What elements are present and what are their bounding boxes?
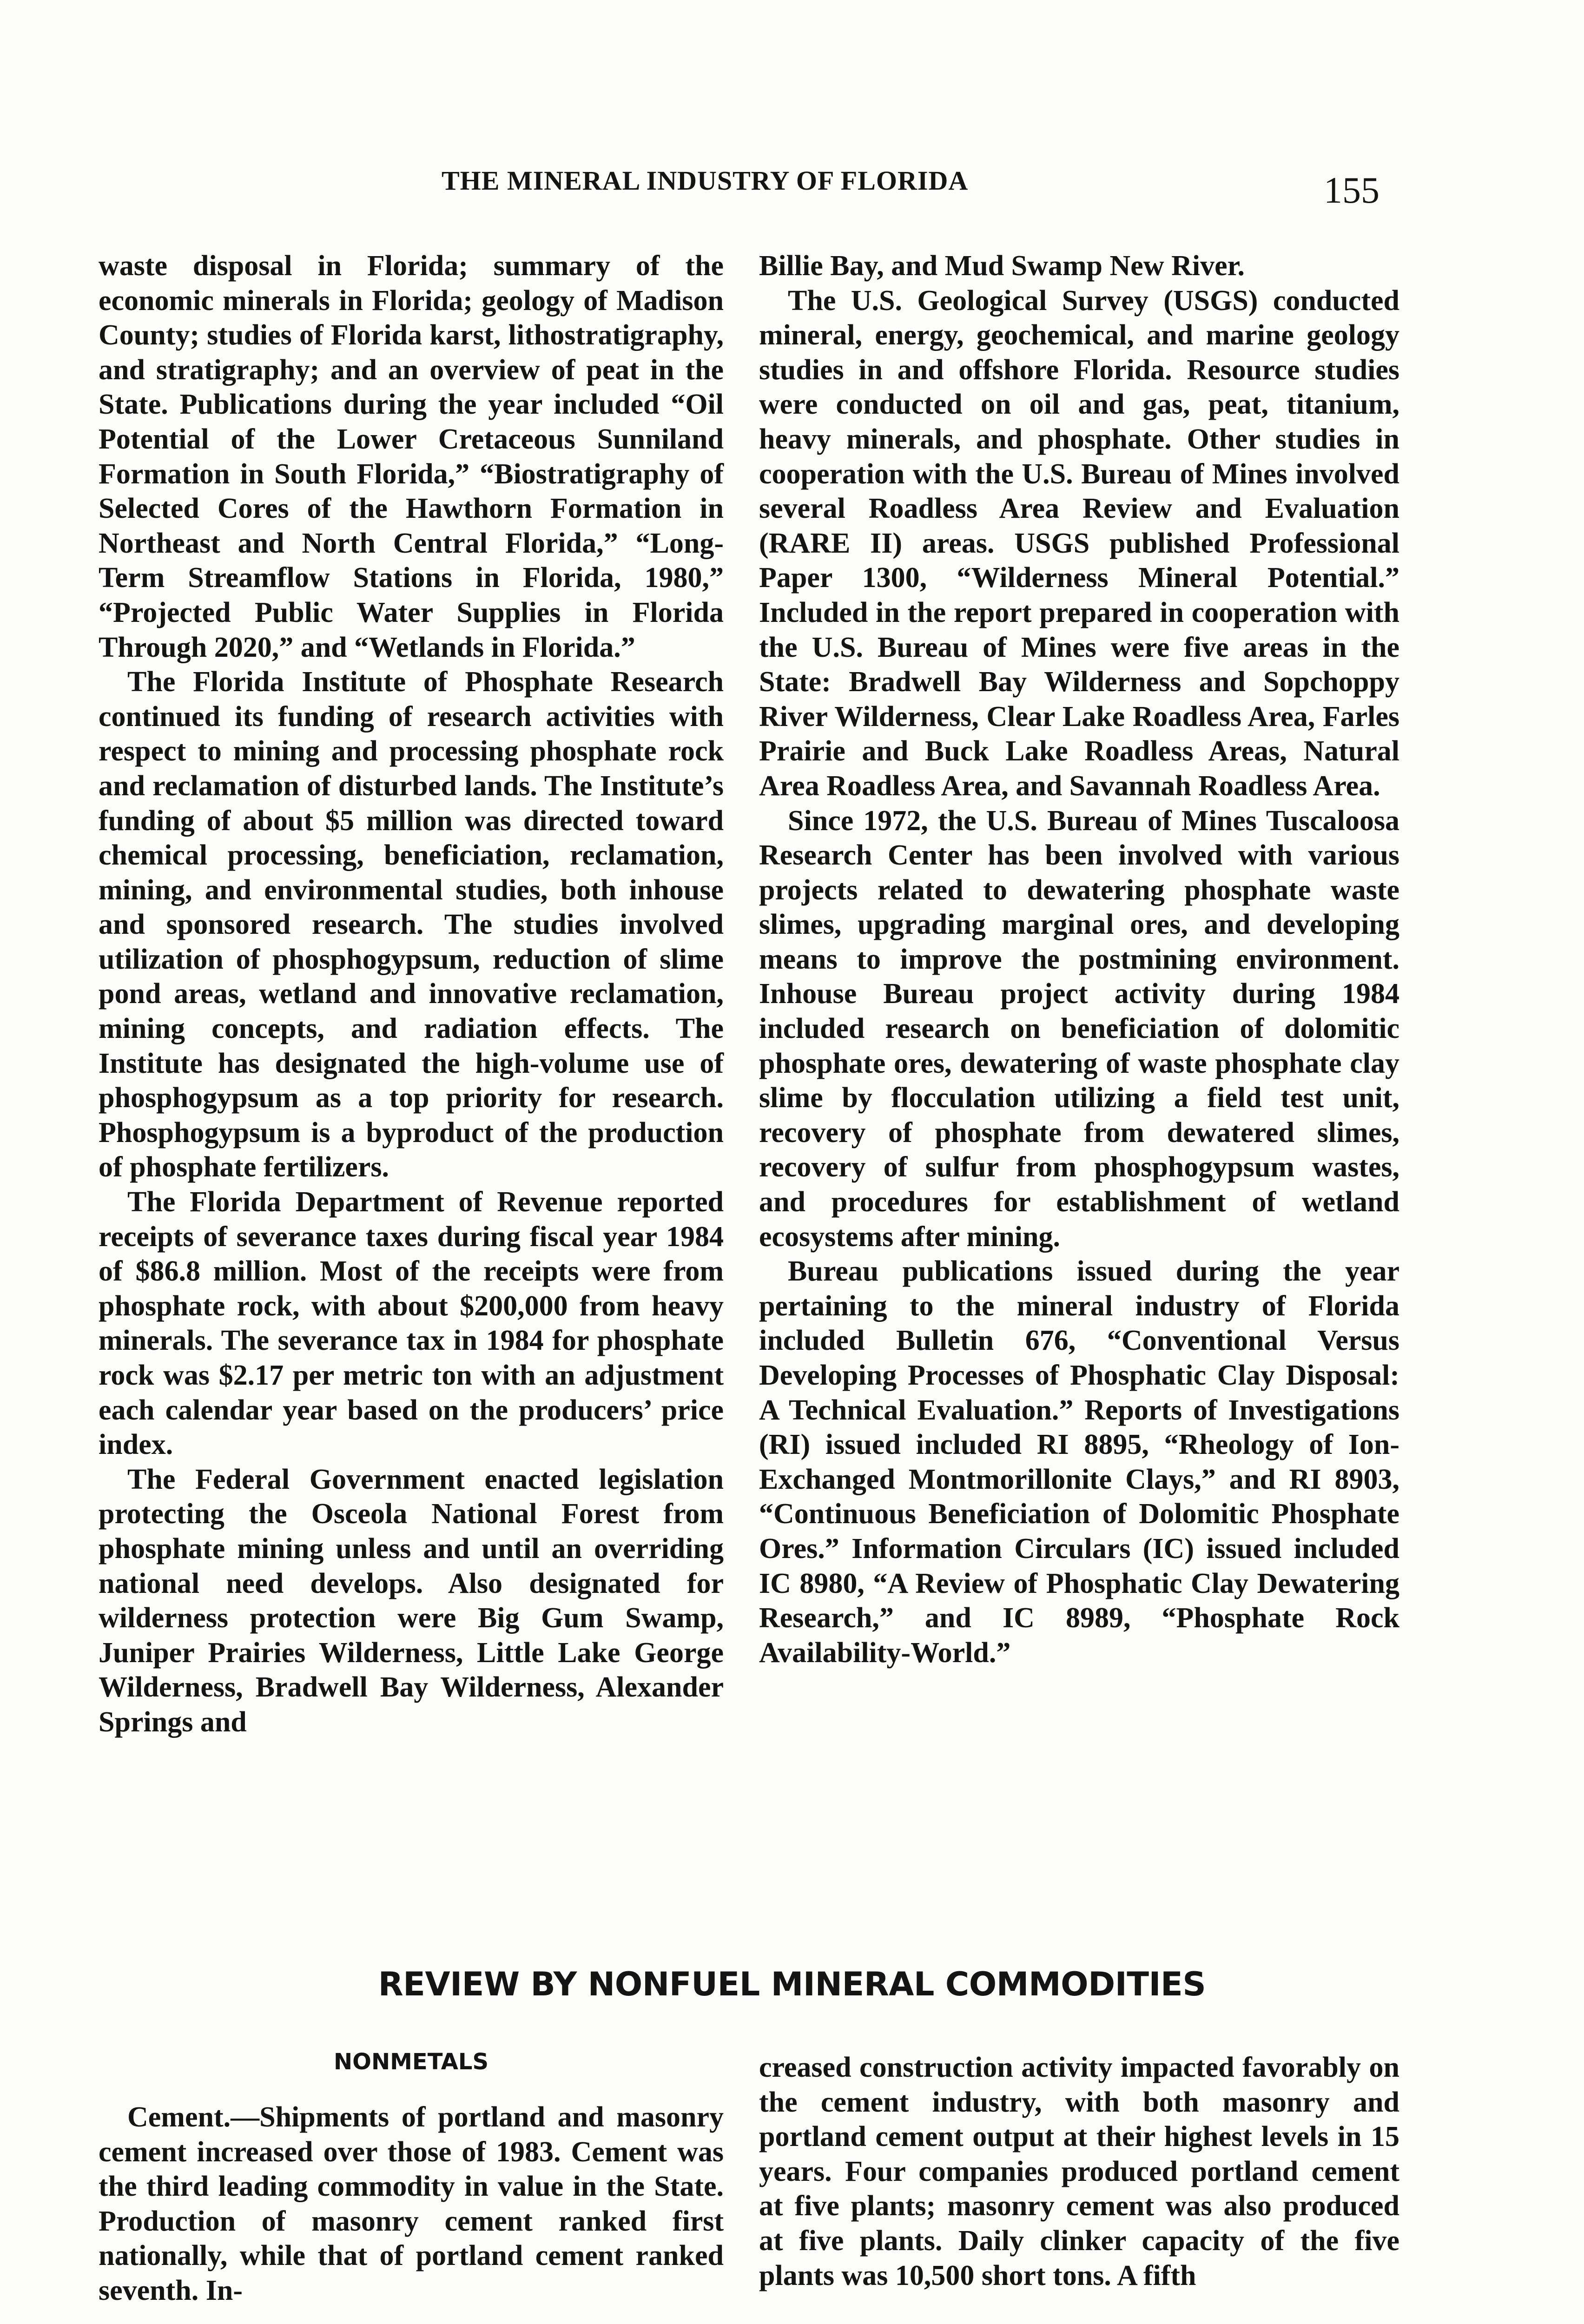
paragraph: Since 1972, the U.S. Bureau of Mines Tuscaloosa Research Center has been involved with various projects related to dewatering phosphate waste slimes, upgrading marginal ores, and developing means to improve the postmining environment. Inhouse Bureau project activity during 1984 included research on beneficiation of dolomitic phosphate ores, dewatering of waste phosphate clay slime by flocculation utilizing a field test unit, recovery of phosphate from dewatered slimes, recovery of sulfur from phosphogypsum wastes, and procedures for establishment of wetland ecosystems after mining.: [759, 805, 1399, 1253]
cement-paragraph-continued: creased construction activity impacted favorably on the cement industry, with both masonry and portland cement output at their highest levels in 15 years. Four companies produced portland cement at five plants; masonry cement was also produced at five plants. Daily clinker capacity of the five plants was 10,500 short tons. A fifth: [759, 2052, 1399, 2291]
paragraph: The Federal Government enacted legislation protecting the Osceola National Forest from phosphate mining unless and until an overriding national need develops. Also designated for wilderness protection were Big Gum Swamp, Juniper Prairies Wilderness, Little Lake George Wilderness, Bradwell Bay Wilderness, Alexander Springs and: [99, 1463, 724, 1738]
paragraph: Bureau publications issued during the year pertaining to the mineral industry of Florida included Bulletin 676, “Conventional Versus Developing Processes of Phosphatic Clay Disposal: A Technical Evaluation.” Reports of Investigations (RI) issued included RI 8895, “Rheology of Ion-Exchanged Montmorillonite Clays,” and RI 8903, “Continuous Beneficiation of Dolomitic Phosphate Ores.” Information Circulars (IC) issued included IC 8980, “A Review of Phosphatic Clay Dewatering Research,” and IC 8989, “Phosphate Rock Availability-World.”: [759, 1255, 1399, 1669]
right-column-upper: [759, 249, 1399, 1670]
subsection-heading: NONMETALS: [333, 2049, 489, 2075]
section-heading: REVIEW BY NONFUEL MINERAL COMMODITIES: [378, 1965, 1206, 2003]
paragraph: The Florida Department of Revenue reported receipts of severance taxes during fiscal year 1984 of $86.8 million. Most of the receipts were from phosphate rock, with about $200,000 from heavy minerals. The severance tax in 1984 for phosphate rock was $2.17 per metric ton with an adjustment each calendar year based on the producers’ price index.: [99, 1186, 724, 1461]
paragraph: The U.S. Geological Survey (USGS) conducted mineral, energy, geochemical, and marine geology studies in and offshore Florida. Resource studies were conducted on oil and gas, peat, titanium, heavy minerals, and phosphate. Other studies in cooperation with the U.S. Bureau of Mines involved several Roadless Area Review and Evaluation (RARE II) areas. USGS published Professional Paper 1300, “Wilderness Mineral Potential.” Included in the report prepared in cooperation with the U.S. Bureau of Mines were five areas in the State: Bradwell Bay Wilderness and Sopchoppy River Wilderness, Clear Lake Roadless Area, Farles Prairie and Buck Lake Roadless Areas, Natural Area Roadless Area, and Savannah Roadless Area.: [759, 284, 1399, 802]
cement-run-in-heading: Cement.—: [127, 2101, 260, 2133]
cement-text: Shipments of portland and masonry cement increased over those of 1983. Cement was the third leading commodity in value in the State. Production of masonry cement ranked first nationally, while that of portland cement ranked seventh. In-: [99, 2101, 724, 2306]
paragraph: Billie Bay, and Mud Swamp New River.: [759, 250, 1245, 282]
cement-paragraph: [99, 2100, 724, 2308]
left-column-upper: [99, 249, 724, 1740]
running-head: THE MINERAL INDUSTRY OF FLORIDA: [442, 165, 969, 196]
right-column-lower: [759, 2050, 1399, 2293]
left-column-lower: [99, 2100, 724, 2308]
page-number: 155: [1324, 170, 1379, 211]
paragraph: waste disposal in Florida; summary of the economic minerals in Florida; geology of Madison County; studies of Florida karst, lithostratigraphy, and stratigraphy; and an overview of peat in the State. Publications during the year included “Oil Potential of the Lower Cretaceous Sunniland Formation in South Florida,” “Biostratigraphy of Selected Cores of the Hawthorn Formation in Northeast and North Central Florida,” “Long-Term Streamflow Stations in Florida, 1980,” “Projected Public Water Supplies in Florida Through 2020,” and “Wetlands in Florida.”: [99, 250, 724, 663]
paragraph: The Florida Institute of Phosphate Research continued its funding of research activities with respect to mining and processing phosphate rock and reclamation of disturbed lands. The Institute’s funding of about $5 million was directed toward chemical processing, beneficiation, reclamation, mining, and environmental studies, both inhouse and sponsored research. The studies involved utilization of phosphogypsum, reduction of slime pond areas, wetland and innovative reclamation, mining concepts, and radiation effects. The Institute has designated the high-volume use of phosphogypsum as a top priority for research. Phosphogypsum is a byproduct of the production of phosphate fertilizers.: [99, 666, 724, 1183]
